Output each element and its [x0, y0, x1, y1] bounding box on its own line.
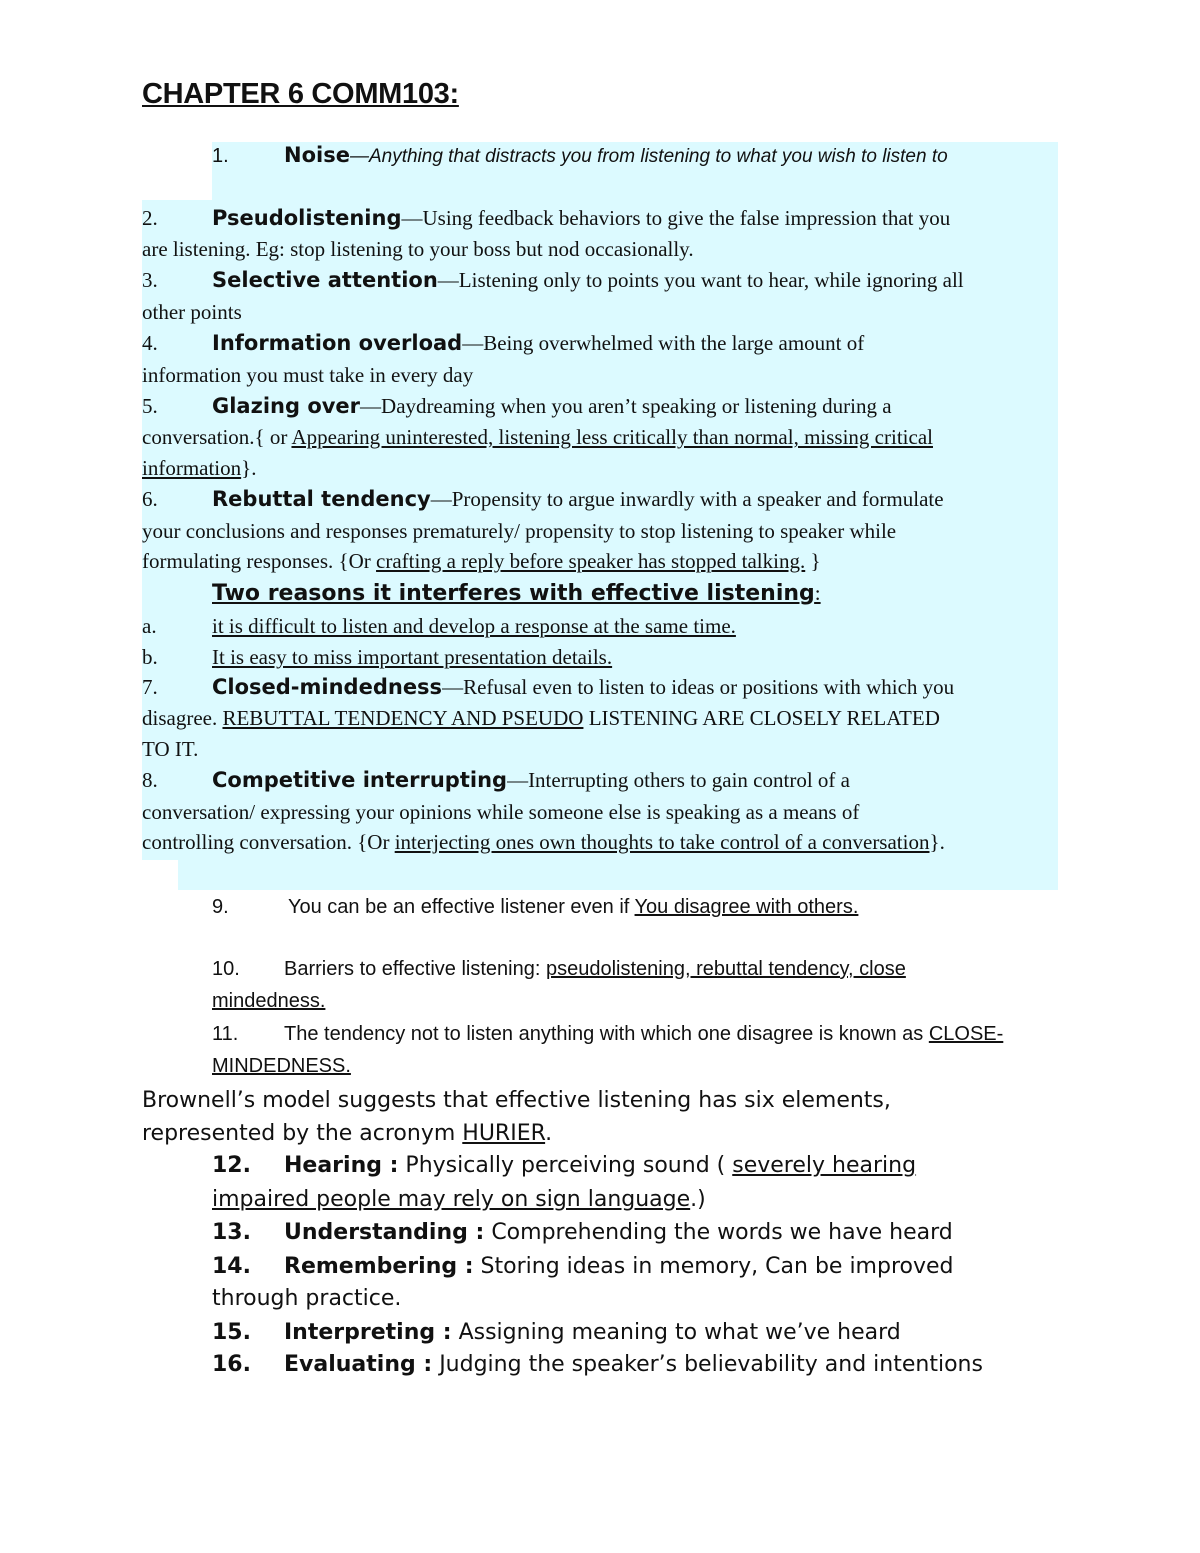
hurier-12: 12. Hearing : Physically perceiving sound ( severely hearing: [212, 1153, 917, 1178]
item-2-line2: are listening. Eg: stop listening to your boss but nod occasionally.: [142, 237, 694, 261]
question-10-line2: mindedness.: [212, 990, 326, 1012]
term-closed-mindedness: Closed-mindedness: [212, 675, 443, 699]
brownell-line1: Brownell’s model suggests that effective listening has six elements,: [142, 1088, 891, 1113]
term-glazing-over: Glazing over: [212, 394, 361, 418]
hurier-12-line2: impaired people may rely on sign language.): [212, 1187, 706, 1212]
reasons-heading: Two reasons it interferes with effective listening:: [212, 581, 821, 606]
item-8: 8. Competitive interrupting—Interrupting others to gain control of a: [142, 768, 850, 792]
item-8-line3: controlling conversation. {Or interjecting ones own thoughts to take control of a conversation}.: [142, 830, 945, 854]
item-3-line2: other points: [142, 300, 242, 324]
item-4-line2: information you must take in every day: [142, 363, 474, 387]
item-5-line2: conversation.{ or Appearing uninterested, listening less critically than normal, missing critical: [142, 425, 933, 449]
brownell-line2: represented by the acronym HURIER.: [142, 1121, 553, 1146]
item-5: 5. Glazing over—Daydreaming when you aren’t speaking or listening during a: [142, 394, 892, 418]
term-selective-attention: Selective attention: [212, 268, 438, 292]
item-7-line3: TO IT.: [142, 737, 199, 761]
item-4: 4. Information overload—Being overwhelmed with the large amount of: [142, 331, 865, 355]
term-pseudolistening: Pseudolistening: [212, 206, 402, 230]
item-7: 7. Closed-mindedness—Refusal even to listen to ideas or positions with which you: [142, 675, 955, 699]
question-10: 10. Barriers to effective listening: pseudolistening, rebuttal tendency, close: [212, 958, 906, 980]
highlight-block-bottom: [178, 858, 1058, 890]
item-8-line2: conversation/ expressing your opinions while someone else is speaking as a means of: [142, 800, 860, 824]
hurier-13: 13. Understanding : Comprehending the words we have heard: [212, 1220, 953, 1245]
item-5-line3: information}.: [142, 456, 257, 480]
term-rebuttal-tendency: Rebuttal tendency: [212, 487, 431, 511]
page-title: CHAPTER 6 COMM103:: [142, 78, 459, 110]
term-noise: Noise: [284, 143, 350, 167]
hurier-14: 14. Remembering : Storing ideas in memory, Can be improved: [212, 1254, 954, 1279]
reason-a: a. it is difficult to listen and develop a response at the same time.: [142, 614, 736, 638]
reason-b: b. It is easy to miss important presentation details.: [142, 645, 613, 669]
term-information-overload: Information overload: [212, 331, 463, 355]
item-6-line2: your conclusions and responses prematurely/ propensity to stop listening to speaker while: [142, 519, 897, 543]
item-2: 2. Pseudolistening—Using feedback behaviors to give the false impression that you: [142, 206, 951, 230]
item-6-line3: formulating responses. {Or crafting a reply before speaker has stopped talking. }: [142, 549, 821, 573]
item-7-line2: disagree. REBUTTAL TENDENCY AND PSEUDO LISTENING ARE CLOSELY RELATED: [142, 706, 940, 730]
item-3: 3. Selective attention—Listening only to points you want to hear, while ignoring all: [142, 268, 964, 292]
hurier-16: 16. Evaluating : Judging the speaker’s believability and intentions: [212, 1352, 983, 1377]
item-1: 1. Noise—Anything that distracts you from listening to what you wish to listen to: [212, 143, 948, 167]
question-9: 9. You can be an effective listener even if You disagree with others.: [212, 896, 859, 918]
question-11-line2: MINDEDNESS.: [212, 1055, 351, 1077]
term-competitive-interrupting: Competitive interrupting: [212, 768, 508, 792]
hurier-14-line2: through practice.: [212, 1286, 402, 1311]
hurier-15: 15. Interpreting : Assigning meaning to what we’ve heard: [212, 1320, 901, 1345]
item-6: 6. Rebuttal tendency—Propensity to argue inwardly with a speaker and formulate: [142, 487, 944, 511]
question-11: 11. The tendency not to listen anything with which one disagree is known as CLOSE-: [212, 1023, 1004, 1045]
